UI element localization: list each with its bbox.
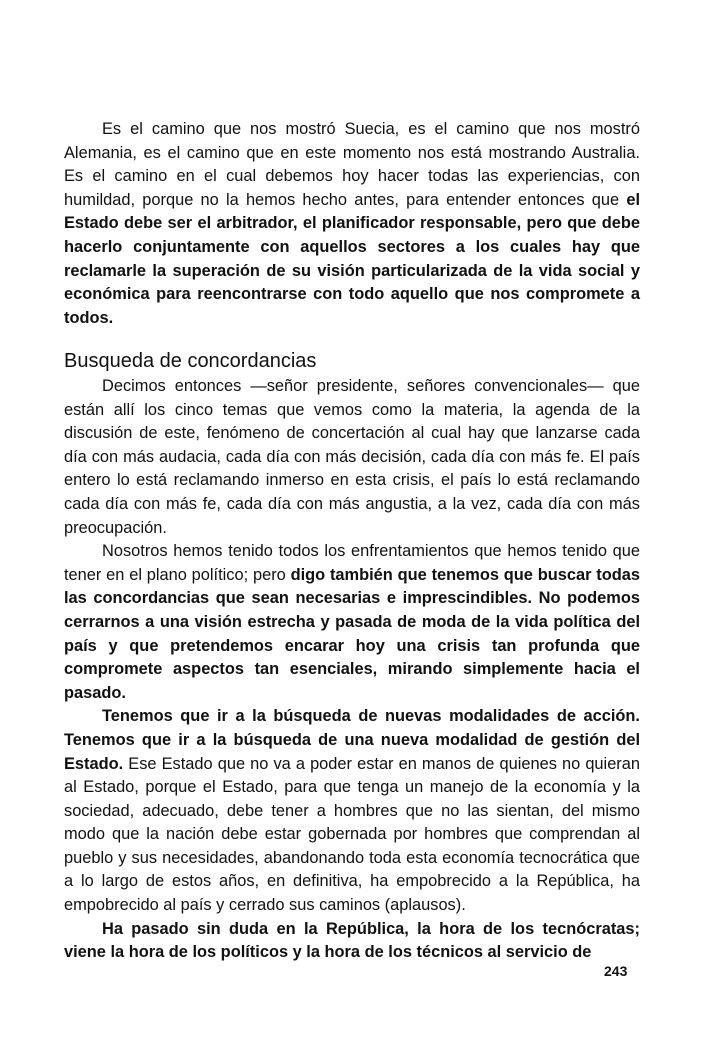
- section-heading: Busqueda de concordancias: [64, 350, 317, 372]
- paragraph: [64, 705, 640, 917]
- paragraph: [64, 540, 640, 705]
- bold-text: Ha pasado sin duda en la República, la hora de los tecnócratas; viene la hora de los políticos y la hora de los técnicos al servicio de: [64, 919, 640, 962]
- paragraph-text: Nosotros hemos tenido todos los enfrentamientos que hemos tenido que tener en el plano político; pero: [64, 542, 640, 584]
- section-body: [64, 375, 640, 965]
- paragraph: [64, 118, 640, 330]
- bold-text: digo también que tenemos que buscar todas las concordancias que sean necesarias e imprescindibles. No podemos cerrarnos a una visión estrecha y pasada de moda de la vida política del país y que pretendemos encarar hoy una crisis tan profunda que compromete aspectos tan esenciales, mirando simplemente hacia el pasado.: [64, 565, 640, 702]
- opening-paragraph-block: [64, 118, 640, 330]
- bold-text: Tenemos que ir a la búsqueda de nuevas modalidades de acción. Tenemos que ir a la búsqueda de una nueva modalidad de gestión del Estado.: [64, 707, 640, 773]
- page-number: 243: [604, 963, 628, 979]
- bold-text: el Estado debe ser el arbitrador, el planificador responsable, pero que debe hacerlo conjuntamente con aquellos sectores a los cuales hay que reclamarle la superación de su visión particularizada de la vida social y económica para reencontrarse con todo aquello que nos compromete a todos.: [64, 190, 640, 327]
- paragraph-text: Ese Estado que no va a poder estar en manos de quienes no quieran al Estado, porque el Estado, para que tenga un manejo de la economía y la sociedad, adecuado, debe tener a hombres que no las sientan, del mismo modo que la nación debe estar gobernada por hombres que comprendan al pueblo y sus necesidades, abandonando toda esta economía tecnocrática que a lo largo de estos años, en definitiva, ha empobrecido a la República, ha empobrecido al país y cerrado sus caminos (aplausos).: [64, 754, 640, 915]
- paragraph-text: Decimos entonces —señor presidente, señores convencionales— que están allí los cinco temas que vemos como la materia, la agenda de la discusión de este, fenómeno de concertación al cual hay que lanzarse cada día con más audacia, cada día con más decisión, cada día con más fe. El país entero lo está reclamando inmerso en esta crisis, el país lo está reclamando cada día con más fe, cada día con más angustia, a la vez, cada día con más preocupación.: [64, 377, 640, 537]
- paragraph: [64, 375, 640, 540]
- paragraph: [64, 918, 640, 965]
- paragraph-text: Es el camino que nos mostró Suecia, es el camino que nos mostró Alemania, es el camino que en este momento nos está mostrando Australia. Es el camino en el cual debemos hoy hacer todas las experiencias, con humildad, porque no la hemos hecho antes, para entender entonces que: [64, 120, 640, 209]
